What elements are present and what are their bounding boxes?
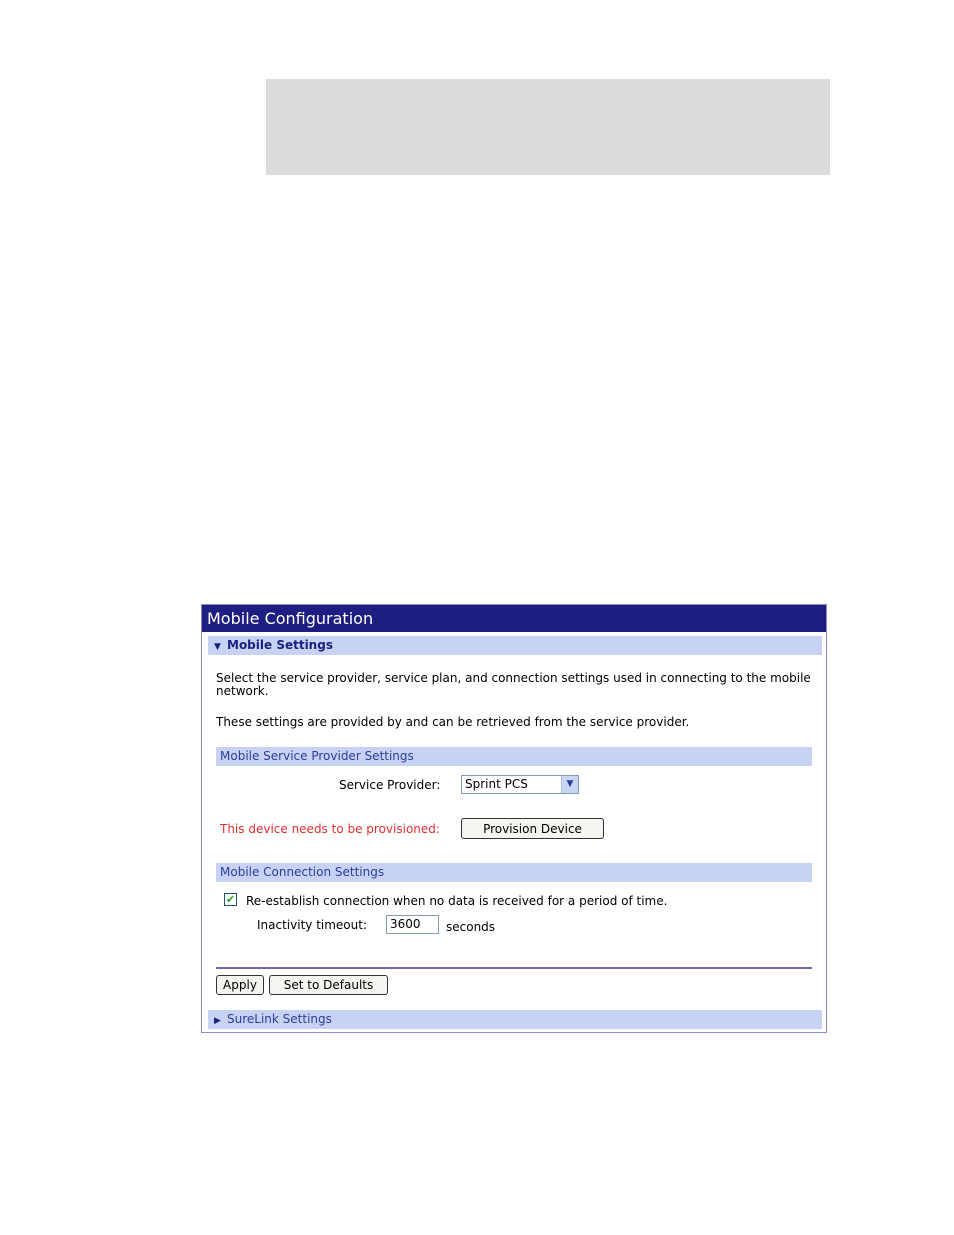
service-provider-value: Sprint PCS [465, 777, 528, 791]
mobile-configuration-panel [201, 604, 827, 1033]
inactivity-timeout-unit: seconds [446, 920, 496, 934]
service-provider-select[interactable] [461, 775, 579, 794]
surelink-settings-header[interactable] [208, 1010, 822, 1029]
connection-settings-header: Mobile Connection Settings [216, 863, 812, 882]
mobile-settings-header[interactable] [208, 636, 822, 655]
set-to-defaults-button[interactable]: Set to Defaults [269, 975, 388, 995]
apply-button[interactable]: Apply [216, 975, 264, 995]
mobile-settings-label: Mobile Settings [227, 638, 333, 652]
triangle-down-icon: ▼ [214, 642, 221, 652]
mobile-settings-description: Select the service provider, service plan, and connection settings used in connecting to the mobile network. [216, 671, 811, 698]
checkmark-icon: ✔ [225, 893, 236, 906]
chevron-down-icon[interactable]: ▼ [561, 776, 578, 793]
provision-device-button[interactable]: Provision Device [461, 818, 604, 839]
reestablish-label: Re-establish connection when no data is received for a period of time. [246, 894, 668, 908]
provision-warning: This device needs to be provisioned: [220, 822, 440, 836]
panel-title: Mobile Configuration [202, 605, 826, 632]
reestablish-checkbox[interactable] [224, 893, 237, 906]
service-provider-label: Service Provider: [339, 778, 441, 792]
actions-divider [216, 967, 812, 969]
mobile-settings-note: These settings are provided by and can be retrieved from the service provider. [216, 715, 690, 729]
triangle-right-icon: ▶ [214, 1016, 221, 1026]
provider-settings-header: Mobile Service Provider Settings [216, 747, 812, 766]
top-banner [266, 79, 830, 175]
inactivity-timeout-label: Inactivity timeout: [257, 918, 367, 932]
inactivity-timeout-input[interactable]: 3600 [386, 915, 439, 934]
surelink-settings-label: SureLink Settings [227, 1012, 332, 1026]
